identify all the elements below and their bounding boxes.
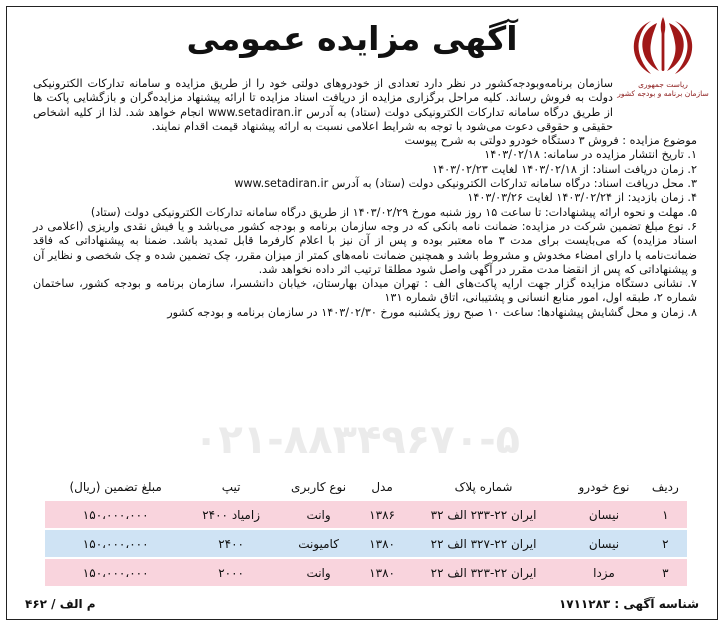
- cell-model: ۱۳۸۶: [361, 500, 403, 529]
- cell-usage: وانت: [276, 500, 361, 529]
- intro-paragraph: سازمان برنامه‌وبودجه‌کشور در نظر دارد تعدادی از خودروهای دولتی خود را از طریق مزایده و سامانه تدارکات الکترونیکی دولت به فروش رساند. کلیه مراحل برگزاری مزایده از دریافت اسناد مزایده تا ارائه پیشنهاد مزایده‌گران و بازگشایی پاکت ها از طریق درگاه سامانه تدارکات الکترونیکی دولت (ستاد) به آدرس www.setadiran.ir انجام خواهد شد. لذا از کلیه اشخاص حقیقی و حقوقی دعوت می‌شود با توجه به شرایط اعلامی نسبت به ارائه پیشنهاد قیمت اقدام نمایند.: [33, 77, 613, 133]
- item-7: ۷. نشانی دستگاه مزایده گزار جهت ارایه پاکت‌های الف : تهران میدان بهارستان، خیابان دانشسرا، سازمان برنامه و بودجه کشور، ساختمان شماره ۲، طبقه اول، امور منابع انسانی و پشتیبانی، اتاق شماره ۱۳۱: [33, 277, 697, 305]
- cell-type: زامیاد ۲۴۰۰: [186, 500, 276, 529]
- table-row: [45, 529, 687, 558]
- cell-vehicle-type: مزدا: [564, 558, 643, 586]
- col-header-guarantee: مبلغ تضمین (ریال): [45, 475, 186, 500]
- notice-footer: [25, 597, 699, 611]
- cell-vehicle-type: نیسان: [564, 500, 643, 529]
- notice-title: آگهی مزایده عمومی: [186, 19, 518, 58]
- cell-model: ۱۳۸۰: [361, 529, 403, 558]
- cell-usage: وانت: [276, 558, 361, 586]
- ad-id: شناسه آگهی : ۱۷۱۱۲۸۳: [558, 597, 699, 611]
- item-4: ۴. زمان بازدید: از ۱۴۰۳/۰۲/۲۴ لغایت ۱۴۰۳/۰۳/۲۶: [467, 191, 697, 205]
- item-6: ۶. نوع مبلغ تضمین شرکت در مزایده: ضمانت نامه بانکی که در وجه سازمان برنامه و بودجه کشور می‌باشد و یا فیش نقدی واریزی (اعلامی در اسناد مزایده) که می‌بایست برای مدت ۳ ماه معتبر بوده و پس از آن نیز با اعلام کارفرما قابل تمدید باشد. ضمنا به پیشنهاداتی که فاقد ضمانت‌نامه یا دارای امضاء مخدوش و مشروط باشد و همچنین ضمانت نامه‌های کمتر از میزان مقرر، چک تضمین شده و چک شخصی و نظایر آن و پیشنهاداتی که پس از انقضا مدت مقرر در آگهی واصل شود مطلقا ترتیب اثر داده نخواهد شد.: [33, 219, 697, 276]
- cell-plate: ایران ۲۲-۳۲۷ الف ۲۲: [403, 529, 564, 558]
- iran-emblem-icon: [627, 13, 699, 79]
- caption-line-2: سازمان برنامه و بودجه کشور: [617, 89, 709, 99]
- col-header-plate: شماره پلاک: [403, 475, 564, 500]
- table-header-row: [45, 475, 687, 500]
- vehicles-table: [45, 475, 687, 586]
- setadiran-link[interactable]: www.setadiran.ir: [234, 177, 329, 191]
- table-row: [45, 558, 687, 586]
- cell-vehicle-type: نیسان: [564, 529, 643, 558]
- col-header-model: مدل: [361, 475, 403, 500]
- cell-type: ۲۴۰۰: [186, 529, 276, 558]
- phone-watermark: ۰۲۱-۸۸۳۴۹۶۷۰-۵: [193, 417, 521, 463]
- col-header-type: تیپ: [186, 475, 276, 500]
- cell-plate: ایران ۲۲-۲۳۳ الف ۳۲: [403, 500, 564, 529]
- item-3: [33, 177, 697, 191]
- item-1: ۱. تاریخ انتشار مزایده در سامانه: ۱۴۰۳/۰۲/۱۸: [484, 148, 697, 162]
- cell-row-no: ۲: [644, 529, 687, 558]
- auction-notice: [6, 6, 718, 620]
- subject-line: موضوع مزایده : فروش ۳ دستگاه خودرو دولتی به شرح پیوست: [404, 134, 697, 148]
- cell-type: ۲۰۰۰: [186, 558, 276, 586]
- item-2: ۲. زمان دریافت اسناد: از ۱۴۰۳/۰۲/۱۸ لغایت ۱۴۰۳/۰۲/۲۳: [432, 162, 697, 176]
- col-header-usage: نوع کاربری: [276, 475, 361, 500]
- cell-plate: ایران ۲۲-۳۲۳ الف ۲۲: [403, 558, 564, 586]
- caption-line-1: ریاست جمهوری: [638, 80, 688, 89]
- cell-guarantee: ۱۵۰،۰۰۰،۰۰۰: [45, 500, 186, 529]
- item-5: ۵. مهلت و نحوه ارائه پیشنهادات: تا ساعت ۱۵ روز شنبه مورخ ۱۴۰۳/۰۲/۲۹ از طریق درگاه سامانه تدارکات الکترونیکی دولت (ستاد): [90, 205, 697, 219]
- cell-row-no: ۳: [644, 558, 687, 586]
- cell-guarantee: ۱۵۰،۰۰۰،۰۰۰: [45, 529, 186, 558]
- item-8: ۸. زمان و محل گشایش پیشنهادها: ساعت ۱۰ صبح روز یکشنبه مورخ ۱۴۰۳/۰۲/۳۰ در سازمان برنامه و بودجه کشور: [167, 305, 697, 319]
- col-header-vehicle-type: نوع خودرو: [564, 475, 643, 500]
- cell-guarantee: ۱۵۰،۰۰۰،۰۰۰: [45, 558, 186, 586]
- ad-code: م الف / ۴۶۲: [25, 597, 96, 611]
- col-header-row-no: ردیف: [644, 475, 687, 500]
- cell-model: ۱۳۸۰: [361, 558, 403, 586]
- cell-row-no: ۱: [644, 500, 687, 529]
- notice-body: [33, 77, 697, 320]
- cell-usage: کامیونت: [276, 529, 361, 558]
- item-3-text: ۳. محل دریافت اسناد: درگاه سامانه تدارکات الکترونیکی دولت (ستاد) به آدرس: [331, 177, 697, 191]
- table-row: [45, 500, 687, 529]
